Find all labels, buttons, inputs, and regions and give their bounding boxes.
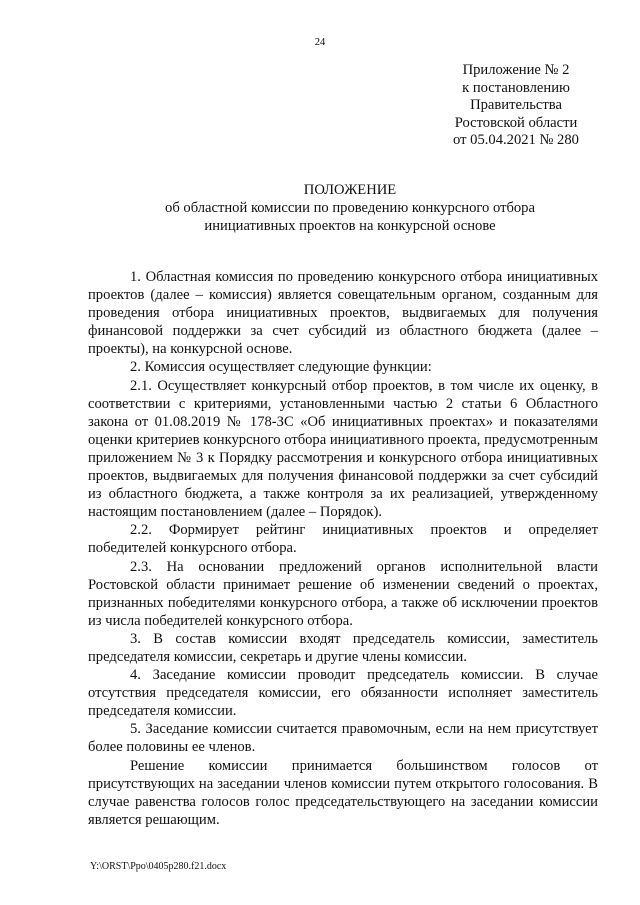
document-body	[88, 268, 598, 829]
appendix-line: от 05.04.2021 № 280	[453, 132, 579, 148]
paragraph-4: 4. Заседание комиссии проводит председатель комиссии. В случае отсутствия председателя комиссии, его обязанности исполняет заместитель председателя комиссии.	[88, 667, 598, 720]
title-subtitle-line: об областной комиссии по проведению конкурсного отбора	[165, 200, 535, 216]
paragraph-2: 2. Комиссия осуществляет следующие функции:	[130, 359, 432, 376]
paragraph-3: 3. В состав комиссии входят председатель комиссии, заместитель председателя комиссии, секретарь и другие члены комиссии.	[88, 630, 598, 665]
paragraph-2-1: 2.1. Осуществляет конкурсный отбор проектов, в том числе их оценку, в соответствии с критериями, установленными частью 2 статьи 6 Областного закона от 01.08.2019 № 178-ЗС «Об инициативных проектах» и показателями оценки критериев конкурсного отбора инициативного проекта, предусмотренным приложением № 3 к Порядку рассмотрения и конкурсного отбора инициативных проектов, выдвигаемых для получения финансовой поддержки за счет субсидий из областного бюджета, а также контроля за их реализацией, утвержденному настоящим постановлением (далее – Порядок).	[88, 377, 598, 521]
paragraph-2-3: 2.3. На основании предложений органов исполнительной власти Ростовской области принимает решение об изменении сведений о проектах, признанных победителями конкурсного отбора, а также об исключении проектов из числа победителей конкурсного отбора.	[88, 558, 598, 629]
title-subtitle-line: инициативных проектов на конкурсной основе	[204, 218, 496, 234]
title-heading: ПОЛОЖЕНИЕ	[303, 182, 397, 198]
paragraph-5: 5. Заседание комиссии считается правомочным, если на нем присутствует более половины ее членов.	[88, 721, 598, 756]
page-number: 24	[314, 37, 326, 48]
appendix-line: Ростовской области	[454, 114, 578, 131]
appendix-line: Приложение № 2	[462, 62, 570, 78]
appendix-line: Правительства	[470, 97, 562, 113]
paragraph-2-2: 2.2. Формирует рейтинг инициативных проектов и определяет победителей конкурсного отбора.	[88, 522, 598, 557]
document-title	[100, 181, 600, 235]
appendix-line: к постановлению	[462, 79, 570, 96]
footer-file-path: Y:\ORST\Ppo\0405p280.f21.docx	[90, 861, 227, 872]
paragraph-decision: Решение комиссии принимается большинством голосов от присутствующих на заседании членов комиссии путем открытого голосования. В случае равенства голосов голос председательствующего на заседании комиссии является решающим.	[88, 757, 598, 828]
paragraph-1: 1. Областная комиссия по проведению конкурсного отбора инициативных проектов (далее – комиссия) является совещательным органом, созданным для проведения отбора инициативных проектов, выдвигаемых для получения финансовой поддержки за счет субсидий из областного бюджета (далее – проекты), на конкурсной основе.	[88, 269, 598, 358]
appendix-block	[430, 62, 602, 150]
